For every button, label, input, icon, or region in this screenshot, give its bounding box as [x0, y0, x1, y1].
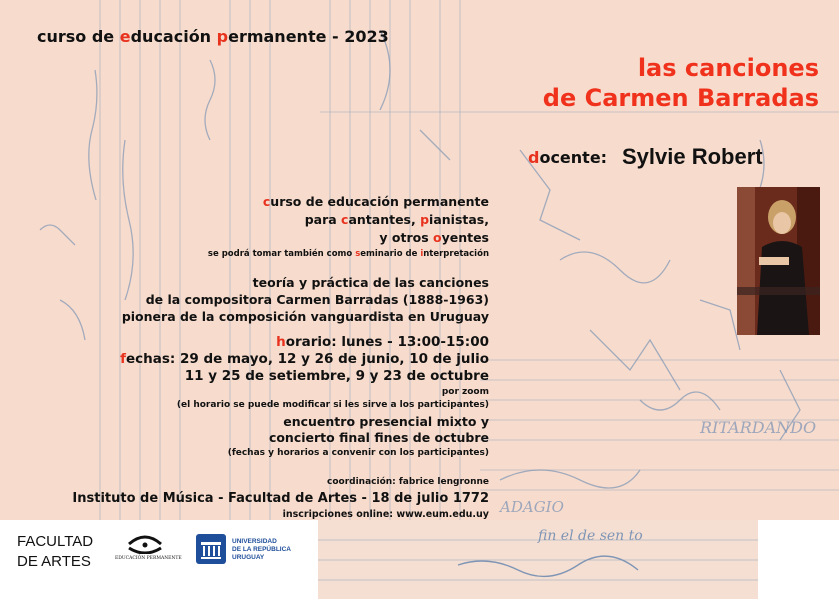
title-line-2: de Carmen Barradas [542, 84, 819, 112]
presencial-line-1: encuentro presencial mixto y [283, 414, 489, 429]
signup-text: inscripciones online: www.eum.edu.uy [282, 509, 489, 520]
educacion-permanente-icon [115, 532, 175, 554]
zoom-block [177, 386, 489, 412]
teacher-name: Sylvie Robert [622, 144, 763, 169]
zoom-text: por zoom [441, 387, 489, 397]
schedule-note: (el horario se puede modificar si les sirve a los participantes) [176, 400, 489, 410]
fechas-line: fechas: 29 de mayo, 12 y 26 de junio, 10 de julio [120, 351, 489, 367]
teacher-photo [737, 187, 820, 335]
description-block [122, 274, 489, 325]
course-title [543, 53, 819, 113]
teacher-label: docente: [528, 148, 608, 167]
ritardando-text: RITARDANDO [700, 418, 817, 437]
horario-line: horario: lunes - 13:00-15:00 [276, 334, 489, 350]
title-line-1: las canciones [637, 54, 819, 82]
fechas-line-2: 11 y 25 de setiembre, 9 y 23 de octubre [184, 368, 489, 384]
coordination-text: coordinación: fabrice lengronne [327, 477, 489, 487]
presencial-block [269, 414, 489, 446]
audience-line-2: para cantantes, pianistas, [304, 212, 489, 227]
presencial-note: (fechas y horarios a convenir con los participantes) [227, 448, 489, 458]
presencial-line-2: concierto final fines de octubre [268, 430, 489, 445]
adagio-text: ADAGIO [500, 498, 564, 516]
udelar-icon [196, 534, 226, 564]
schedule-block [120, 334, 489, 385]
educacion-permanente-logo [115, 532, 182, 572]
description-line-2: de la compositora Carmen Barradas (1888-1963) [145, 292, 489, 307]
audience-line-3: y otros oyentes [379, 230, 489, 245]
facultad-artes-logo: FACULTAD DE ARTES [17, 533, 94, 570]
description-line-1: teoría y práctica de las canciones [252, 275, 489, 290]
manuscript-lower [318, 520, 758, 599]
educacion-text: EDUCACIÓN PERMANENTE [115, 556, 182, 561]
lyric-text: fin el de sen to [538, 528, 643, 544]
audience-line-1: curso de educación permanente [262, 194, 489, 209]
description-line-3: pionera de la composición vanguardista en Uruguay [121, 309, 489, 324]
audience-block [208, 193, 489, 261]
institute-text: Instituto de Música - Facultad de Artes - 18 de julio 1772 [72, 491, 489, 506]
udelar-logo: UNIVERSIDAD DE LA REPÚBLICA URUGUAY [232, 538, 291, 561]
course-header: curso de educación permanente - 2023 [37, 27, 389, 46]
seminar-note: se podrá tomar también como seminario de interpretación [207, 249, 489, 259]
